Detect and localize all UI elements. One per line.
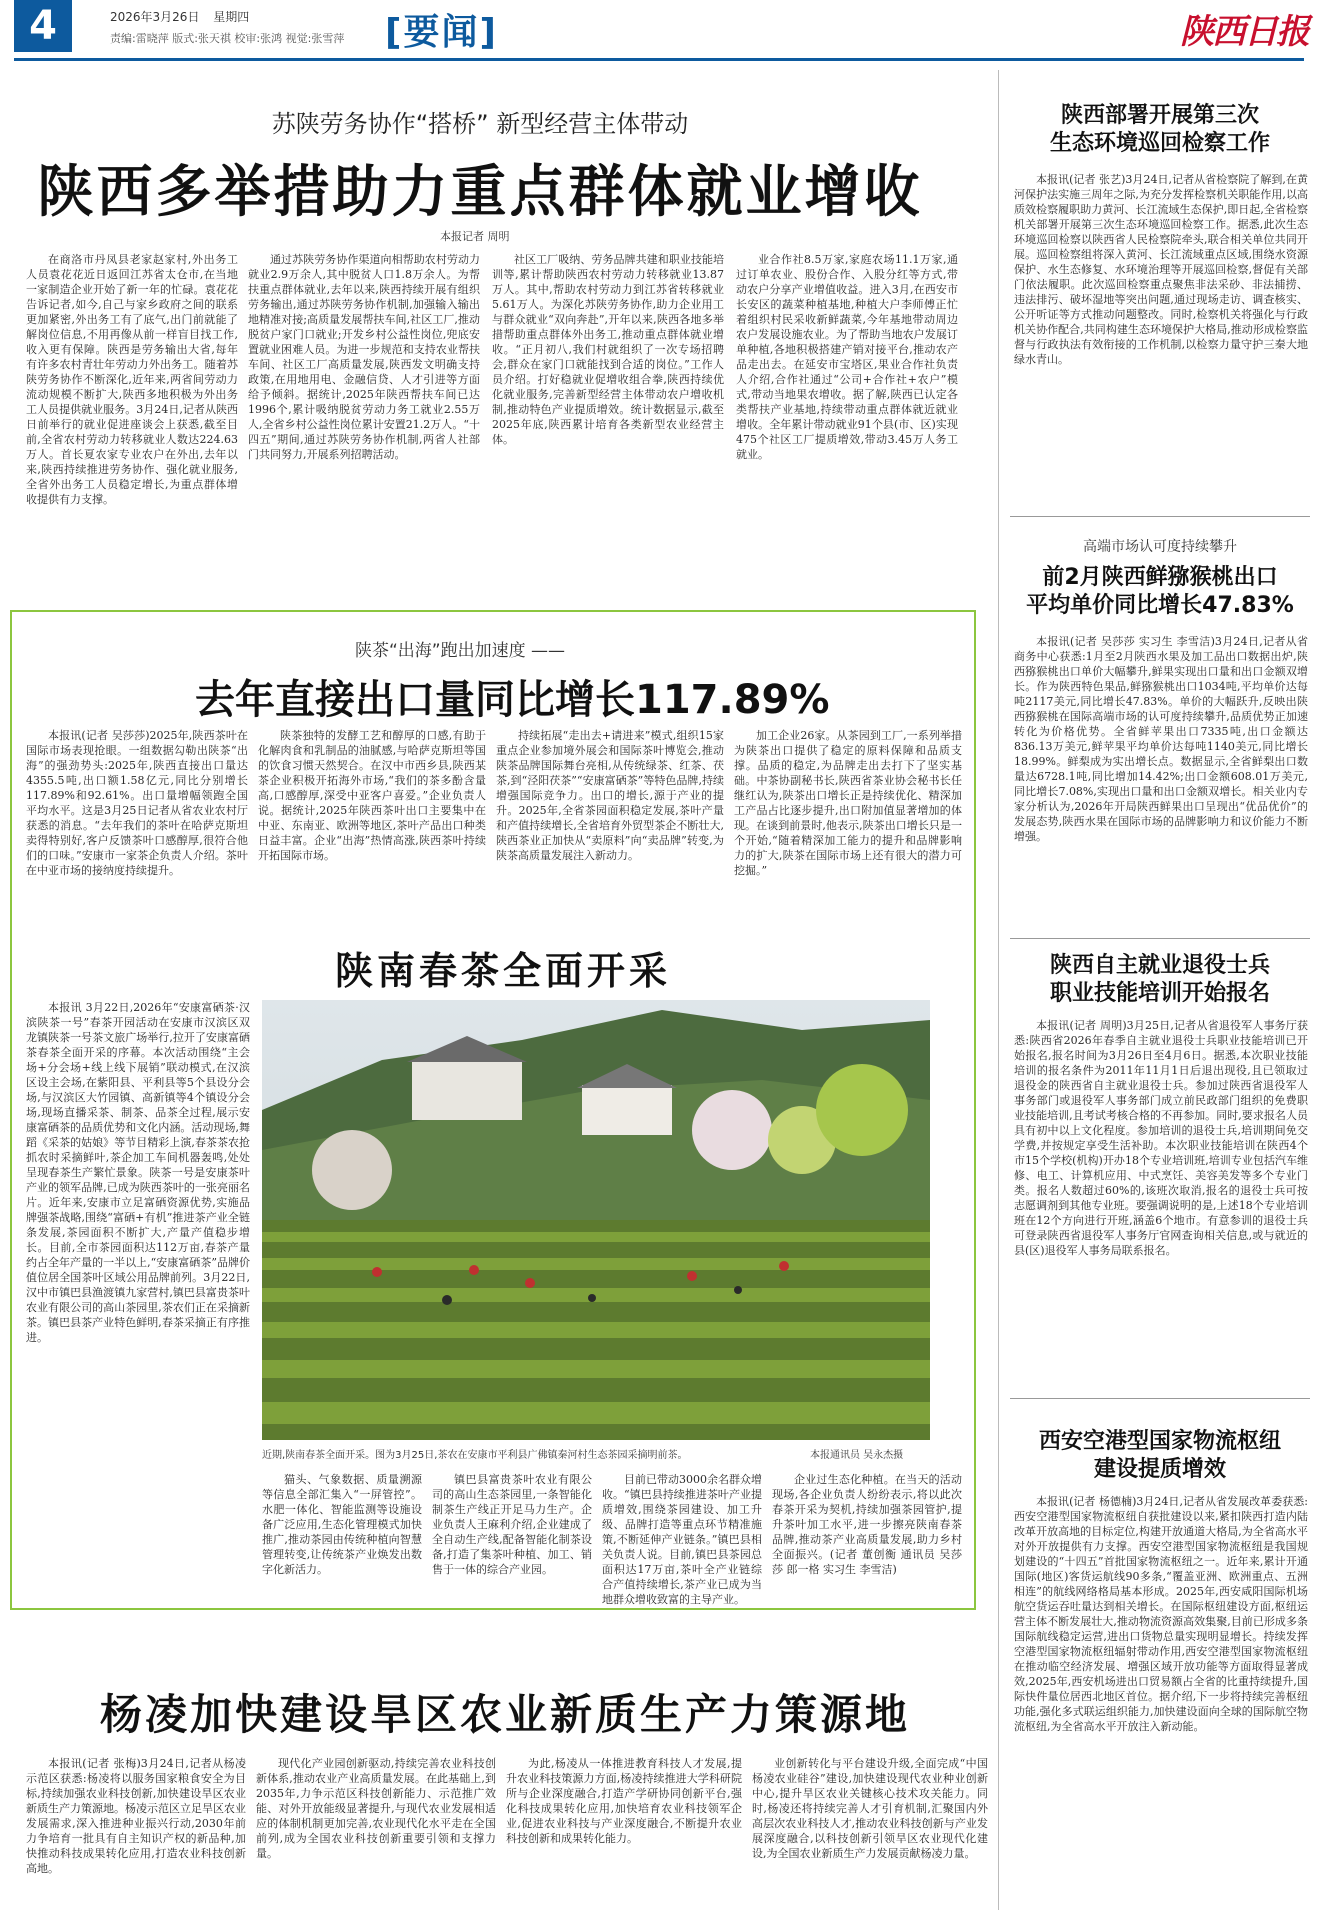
- lead-kicker: 苏陕劳务协作“搭桥” 新型经营主体带动: [271, 110, 689, 138]
- kiwi-text: 本报讯(记者 吴莎莎 实习生 李雪洁)3月24日,记者从省商务中心获悉:1月至2月陕西水果及加工品出口数据出炉,陕西猕猴桃出口单价大幅攀升,鲜果实现出口量和出口金额双增长。作为陕西特色果品,鲜猕猴桃出口1034吨,平均单价达每吨2117美元,同比增长47.83%。单价的大幅跃升,反映出陕西猕猴桃在国际高端市场的认可度持续攀升,品质优势正加速转化为价格优势。全省鲜苹果出口7335吨,出口金额达836.13万美元,鲜苹果平均单价达每吨1140美元,同比增长18.99%。鲜梨成为实出增长点。数据显示,全省鲜梨出口数量达6728.1吨,同比增加14.42%;出口金额608.01万美元,同比增长7.08%,实现出口量和出口金额双增长。相关业内专家分析认为,2026年开局陕西鲜果出口呈现出“优品优价”的发展态势,陕西水果在国际市场的品牌影响力和议价能力不断增强。: [1014, 635, 1308, 843]
- weekday: 星期四: [213, 10, 250, 24]
- issue-date: 2026年3月26日: [110, 10, 200, 24]
- column-divider: [998, 70, 999, 1910]
- photo-credit: 本报通讯员 吴永杰摄: [810, 1450, 904, 1461]
- section-title: [要闻]: [385, 12, 498, 53]
- spring-bottom-2: 镇巴县富贵茶叶农业有限公司的高山生态茶园里,一条智能化制茶生产线正开足马力生产。企业负责人王麻利介绍,企业建成了全自动生产线,配备智能化制茶设备,打造了集茶叶种植、加工、销售于一体的综合产业园。: [432, 1473, 592, 1576]
- veterans-text: 本报讯(记者 周明)3月25日,记者从省退役军人事务厅获悉:陕西省2026年春季自主就业退役士兵职业技能培训已开始报名,报名时间为3月26日至4月6日。据悉,本次职业技能培训的报名条件为2011年11月1日后退出现役,且已领取过退役金的陕西省自主就业退役士兵。参加过陕西省退役军人事务部门或退役军人事务部门成立前民政部门组织的免费职业技能培训,且考试考核合格的不再参加。同时,要求报名人员具有初中以上文化程度。参加培训的退役士兵,培训期间免交学费,并按规定享受生活补助。本次职业技能培训在陕西4个市15个学校(机构)开办18个专业培训班,培训专业包括汽车维修、电工、计算机应用、中式烹饪、美容美发等多个专业门类。报名人数超过60%的,该班次取消,报名的退役士兵可按志愿调剂到其他专业班。要强调说明的是,上述18个专业培训班在12个方向进行开班,涵盖6个地市。有意参训的退役士兵可登录陕西省退役军人事务厅官网查询相关信息,或与就近的县(区)退役军人事务局联系报名。: [1014, 1019, 1308, 1257]
- spring-bottom-4: 企业过生态化种植。在当天的活动现场,各企业负责人纷纷表示,将以此次春茶开采为契机,持续加强茶园管护,提升茶叶加工水平,进一步擦亮陕南春茶品牌,推动茶产业高质量发展,助力乡村全面振兴。(记者 董创衡 通讯员 吴莎莎 郎一格 实习生 李雪洁): [772, 1473, 962, 1576]
- logistics-text: 本报讯(记者 杨德楠)3月24日,记者从省发展改革委获悉:西安空港型国家物流枢纽自获批建设以来,紧扣陕西打造内陆改革开放高地的目标定位,构建开放通道大格局,为全省高水平对外开放提供有力支撑。西安空港型国家物流枢纽是我国规划建设的“十四五”首批国家物流枢纽之一。近年来,累计开通国际(地区)客货运航线90多条,“覆盖亚洲、欧洲重点、五洲相连”的航线网络格局基本形成。2025年,西安咸阳国际机场航空货运吞吐量达到相关增长。在国际枢纽建设方面,枢纽运营主体不断发展壮大,推动物流资源高效集聚,目前已形成多条国际航线稳定运营,进出口货物总量实现明显增长。持续发挥空港型国家物流枢纽辐射带动作用,西安空港型国家物流枢纽在推动临空经济发展、增强区域开放功能等方面取得显著成效,2025年,西安机场进出口贸易额占全省的比重持续提升,国际快件量位居西北地区首位。据介绍,下一步将持续完善枢纽功能,强化多式联运组织能力,加快建设面向全球的国际航空物流枢纽,为全省高水平开放注入新动能。: [1014, 1495, 1308, 1733]
- yangling-column-2: 现代化产业园创新驱动,持续完善农业科技创新体系,推动农业产业高质量发展。在此基础上,到2035年,力争示范区科技创新能力、示范推广效能、对外开放能级显著提升,与现代农业发展相适应的体制机制更加完善,农业现代化水平走在全国前列,成为全国农业科技创新重要引领和支撑力量。: [256, 1757, 496, 1860]
- lead-column-3: 社区工厂吸纳、劳务品牌共建和职业技能培训等,累计帮助陕西农村劳动力转移就业13.87万人。其中,帮助农村劳动力到江苏省转移就业5.61万人。为深化苏陕劳务协作,助力企业用工与群众就业“双向奔赴”,开年以来,陕西各地多举措帮助重点群体外出务工,推动重点群体就业增收。“正月初八,我们村就组织了一次专场招聘会,群众在家门口就能找到合适的岗位。”工作人员介绍。打好稳就业促增收组合拳,陕西持续优化就业服务,完善新型经营主体带动农户增收机制,推动特色产业提质增效。统计数据显示,截至2025年底,陕西累计培育各类新型农业经营主体。: [492, 253, 724, 446]
- tea-kicker: 陕茶“出海”跑出加速度 ——: [355, 641, 566, 661]
- photo-caption: 近期,陕南春茶全面开采。图为3月25日,茶农在安康市平利县广佛镇秦河村生态茶园采摘明前茶。: [262, 1450, 688, 1461]
- veterans-title: 陕西自主就业退役士兵 职业技能培训开始报名: [1049, 953, 1270, 1006]
- tea-garden-image: [262, 1000, 930, 1440]
- lead-column-2: 通过苏陕劳务协作渠道向相帮助农村劳动力就业2.9万余人,其中脱贫人口1.8万余人。为帮扶重点群体就业,去年以来,陕西持续开展有组织劳务输出,通过苏陕劳务协作机制,加强输入输出地精准对接;高质量发展帮扶车间,社区工厂,推动脱贫户家门口就业;开发乡村公益性岗位,兜底安置就业困难人员。为进一步规范和支持农业帮扶车间、社区工厂高质量发展,陕西发文明确支持政策,在用地用电、金融信贷、人才引进等方面给予倾斜。据统计,2025年陕西帮扶车间已达1996个,累计吸纳脱贫劳动力务工就业2.55万人,全省乡村公益性岗位累计安置21.2万人。“十四五”期间,通过苏陕劳务协作机制,两省人社部门共同努力,开展系列招聘活动。: [248, 253, 480, 461]
- yangling-column-4: 业创新转化与平台建设升级,全面完成“中国杨凌农业硅谷”建设,加快建设现代农业种业创新中心,提升旱区农业关键核心技术攻关能力。同时,杨凌还将持续完善人才引育机制,汇聚国内外高层次农业科技人才,推动农业科技创新与产业发展深度融合,以科技创新引领旱区农业现代化建设,为全国农业新质生产力发展贡献杨凌力量。: [752, 1757, 988, 1860]
- staff-credits: 责编:雷晓萍 版式:张天祺 校审:张鸿 视觉:张雪萍: [110, 32, 345, 45]
- lead-column-1: 在商洛市丹凤县老家赵家村,外出务工人员袁花花近日返回江苏省太仓市,在当地一家制造企业开始了新一年的忙碌。袁花花告诉记者,如今,自己与家乡政府之间的联系更加紧密,外出务工有了底气,出门前就能了解岗位信息,不用再像从前一样盲目找工作,收入更有保障。陕西是劳务输出大省,每年有许多农村青壮年劳动力外出务工。随着苏陕劳务协作不断深化,近年来,两省间劳动力流动规模不断扩大,陕西多地积极为外出务工人员提供就业服务。3月24日,记者从陕西日前举行的就业促进座谈会上获悉,截至目前,全省农村劳动力转移就业人数达224.63万人。首长夏农家专业农户在外出,去年以来,陕西持续推进劳务协作、强化就业服务,全省外出务工人员稳定增长,为重点群体增收提供有力支撑。: [26, 253, 238, 506]
- spring-column-left: 本报讯 3月22日,2026年“安康富硒茶·汉滨陕茶一号”春茶开园活动在安康市汉滨区双龙镇陕茶一号茶文旅广场举行,拉开了安康富硒茶春茶全面开采的序幕。本次活动围绕“主会场+分会场+线上线下展销”联动模式,在汉滨区设主会场,在紫阳县、平利县等5个县设分会场,与汉滨区大竹园镇、高新镇等4个镇设分会场,现场直播采茶、制茶、品茶全过程,展示安康富硒茶的品质优势和文化内涵。活动现场,舞蹈《采茶的姑娘》等节目精彩上演,春茶茶农抢抓农时采摘鲜叶,茶企加工车间机器轰鸣,处处呈现春茶生产繁忙景象。陕茶一号是安康茶叶产业的领军品牌,已成为陕西茶叶的一张亮丽名片。近年来,安康市立足富硒资源优势,实施品牌强茶战略,围绕“富硒+有机”推进茶产业全链条发展,茶园面积不断扩大,产量产值稳步增长。目前,全市茶园面积达112万亩,春茶产量约占全年产量的一半以上,“安康富硒茶”品牌价值位居全国茶叶区域公用品牌前列。3月22日,汉中市镇巴县渔渡镇九家营村,镇巴县富贵茶叶农业有限公司的高山茶园里,茶农们正在采摘新茶。镇巴县茶产业特色鲜明,春茶采摘正有序推进。: [26, 1001, 250, 1344]
- rule: [1010, 516, 1310, 517]
- spring-bottom-3: 目前已带动3000余名群众增收。“镇巴县持续推进茶叶产业提质增效,围绕茶园建设、加工升级、品牌打造等重点环节精准施策,不断延伸产业链条。”镇巴县相关负责人说。目前,镇巴县茶园总面积达17万亩,茶叶全产业链综合产值持续增长,茶产业已成为当地群众增收致富的主导产业。: [602, 1473, 762, 1606]
- ecology-text: 本报讯(记者 张艺)3月24日,记者从省检察院了解到,在黄河保护法实施三周年之际,为充分发挥检察机关职能作用,以高质效检察履职助力黄河、长江流域生态保护,即日起,全省检察机关部署开展第三次生态环境巡回检察工作。据悉,此次生态环境巡回检察以陕西省人民检察院牵头,联合相关单位共同开展。巡回检察组将深入黄河、长江流域重点区域,围绕水资源保护、水生态修复、水环境治理等开展巡回检察,督促有关部门依法履职。此次巡回检察重点聚焦非法采砂、非法捕捞、违法排污、破坏湿地等突出问题,通过现场走访、调查核实、公开听证等方式推动问题整改。同时,检察机关将强化与行政机关协作配合,共同构建生态环境保护大格局,推动形成检察监督与行政执法有效衔接的工作机制,以检察力量守护三秦大地绿水青山。: [1014, 173, 1308, 366]
- lead-column-4: 业合作社8.5万家,家庭农场11.1万家,通过订单农业、股份合作、入股分红等方式,带动农户分享产业增值收益。进入3月,在西安市长安区的蔬菜种植基地,种植大户李师傅正忙着组织村民采收新鲜蔬菜,今年基地带动周边农户发展设施农业。为了帮助当地农户发展订单种植,各地积极搭建产销对接平台,推动农产品走出去。在延安市宝塔区,果业合作社负责人介绍,合作社通过“公司+合作社+农户”模式,带动当地果农增收。据了解,陕西已认定各类帮扶产业基地,持续带动重点群体就近就业增收。全年累计带动就业91个县(市、区)实现475个社区工厂提质增效,带动3.45万人务工就业。: [736, 253, 958, 461]
- rule: [1010, 938, 1310, 939]
- kiwi-kicker: 高端市场认可度持续攀升: [1083, 539, 1237, 555]
- lead-byline: 本报记者 周明: [440, 230, 510, 243]
- ecology-title: 陕西部署开展第三次 生态环境巡回检察工作: [1049, 103, 1270, 156]
- lead-headline: 陕西多举措助力重点群体就业增收: [37, 160, 923, 225]
- rule: [1010, 1398, 1310, 1399]
- tea-column-2: 陕茶独特的发酵工艺和醇厚的口感,有助于化解肉食和乳制品的油腻感,与哈萨克斯坦等国的饮食习惯天然契合。在汉中市西乡县,陕西某茶企业积极开拓海外市场,“我们的茶多酚含量高,口感醇厚,深受中亚客户喜爱。”企业负责人说。据统计,2025年陕西茶叶出口主要集中在中亚、东南亚、欧洲等地区,茶叶产品出口种类日益丰富。企业“出海”热情高涨,陕西茶叶持续开拓国际市场。: [258, 729, 486, 862]
- yangling-column-3: 为此,杨凌从一体推进教育科技人才发展,提升农业科技策源力方面,杨凌持续推进大学科研院所与企业深度融合,打造产学研协同创新平台,强化科技成果转化应用,加快培育农业科技领军企业,促进农业科技与产业深度融合,不断提升农业科技创新和成果转化能力。: [506, 1757, 742, 1845]
- tea-column-1: 本报讯(记者 吴莎莎)2025年,陕西茶叶在国际市场表现抢眼。一组数据勾勒出陕茶“出海”的强劲势头:2025年,陕西直接出口量达4355.5吨,出口额1.58亿元,同比分别增长117.89%和92.61%。出口量增幅领跑全国平均水平。这是3月25日记者从省农业农村厅获悉的消息。“去年我们的茶叶在哈萨克斯坦卖得特别好,客户反馈茶叶口感醇厚,很符合他们的口味。”安康市一家茶企负责人介绍。茶叶在中亚市场的接纳度持续提升。: [26, 729, 248, 877]
- spring-bottom-1: 猫头、气象数据、质量溯源等信息全部汇集入“一屏管控”。水肥一体化、智能监测等设施设备广泛应用,生态化管理模式加快推广,推动茶园由传统种植向智慧管理转变,让传统茶产业焕发出数字化新活力。: [262, 1473, 422, 1576]
- logistics-title: 西安空港型国家物流枢纽 建设提质增效: [1038, 1429, 1281, 1482]
- tea-headline: 去年直接出口量同比增长117.89%: [195, 677, 830, 723]
- newspaper-logo: 陕西日报: [1180, 12, 1308, 52]
- page-number: 4: [14, 0, 72, 52]
- tea-column-3: 持续拓展“走出去+请进来”模式,组织15家重点企业参加境外展会和国际茶叶博览会,推动陕茶品牌国际舞台亮相,从传统绿茶、红茶、茯茶,到“泾阳茯茶”“安康富硒茶”等特色品牌,持续增强国际竞争力。出口的增长,源于产业的提升。2025年,全省茶园面积稳定发展,茶叶产量和产值持续增长,全省培育外贸型茶企不断壮大,陕西茶业正加快从“卖原料”向“卖品牌”转变,为陕茶高质量发展注入新动力。: [496, 729, 724, 862]
- masthead: [0, 0, 1318, 56]
- date-line: [110, 8, 249, 25]
- masthead-rule: [14, 58, 1304, 61]
- tea-garden-photo: [262, 1000, 930, 1440]
- spring-tea-headline: 陕南春茶全面开采: [335, 949, 672, 993]
- yangling-column-1: 本报讯(记者 张梅)3月24日,记者从杨凌示范区获悉:杨凌将以服务国家粮食安全为目标,持续加强农业科技创新,加快建设旱区农业新质生产力策源地。杨凌示范区立足旱区农业发展需求,深入推进种业振兴行动,2030年前力争培育一批具有自主知识产权的新品种,加快推动科技成果转化应用,打造农业科技创新高地。: [26, 1757, 246, 1875]
- tea-column-4: 加工企业26家。从茶园到工厂,一系列举措为陕茶出口提供了稳定的原料保障和品质支撑。品质的稳定,为品牌走出去打下了坚实基础。中茶协副秘书长,陕西省茶业协会秘书长任继红认为,陕茶出口增长正是持续优化、精深加工产品占比逐步提升,出口附加值显著增加的体现。在谈到前景时,他表示,陕茶出口增长只是一个开始,“随着精深加工能力的提升和品牌影响力的扩大,陕茶在国际市场上还有很大的潜力可挖掘。”: [734, 729, 962, 877]
- kiwi-title: 前2月陕西鲜猕猴桃出口 平均单价同比增长47.83%: [1026, 565, 1294, 618]
- yangling-headline: 杨凌加快建设旱区农业新质生产力策源地: [100, 1690, 911, 1739]
